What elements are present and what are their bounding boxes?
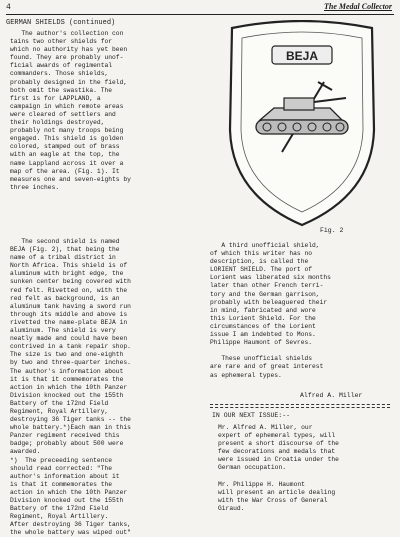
text-line: contrived in a tank repair shop. [10,343,131,351]
next-issue-heading: IN OUR NEXT ISSUE:-- [212,412,291,419]
text-line: both omit the swastika. The [10,86,113,94]
text-line: The author's information about [10,367,124,375]
text-line: Regiment, Royal Artillery. [10,513,109,521]
text-line: few decorations and medals that [218,448,336,456]
text-line: are rare and of great interest [210,363,324,371]
right-column-lorient [210,242,390,380]
left-column-beja [10,238,200,537]
magazine-title: The Medal Collector [324,2,392,11]
text-line: will present an article dealing [218,488,336,496]
text-line: Panzer regiment received this [10,432,120,440]
text-line: through its middle and above is [10,310,128,318]
text-line: neatly made and could have been [10,335,128,343]
text-line: by two and three-quarter inches. [10,359,131,367]
text-line: expert of ephemeral types, will [218,432,336,440]
text-line: rivetted the name-plate BEJA in [10,318,128,326]
text-line: with an eagle at the top, the [10,151,120,159]
text-line: sunken center being covered with [10,278,131,286]
text-line: destroying 36 Tiger tanks -- the [10,416,131,424]
text-line: should read corrected: "The [10,464,113,472]
text-line: colored, stamped out of brass [10,143,120,151]
text-line: in mind, fabricated and wore [210,306,316,314]
text-line: the whole battery was wiped out" [10,529,131,537]
text-line: Giraud. [218,504,245,512]
text-line: three inches. [10,183,60,191]
text-line: description, is called the [210,258,309,266]
text-line: aluminum. The shield is very [10,327,116,335]
text-line: engaged. This shield is golden [10,135,124,143]
text-line: action in which the 10th Panzer [10,383,128,391]
divider-bottom [210,407,390,408]
text-line: tory and the German garrison, [210,290,320,298]
text-line: found. They are probably unof- [10,54,124,62]
text-line: The size is two and one-eighth [10,351,124,359]
text-line: Philippe Haumont of Sevres. [210,339,313,347]
beja-shield-figure [212,20,392,232]
page-number: 4 [6,3,11,12]
text-line: badge; probably about 500 were [10,440,124,448]
text-line: German occupation. [218,464,287,472]
text-line: with the War Cross of General [218,496,328,504]
text-line: as ephemeral types. [210,371,282,379]
text-line: Mr. Alfred A. Miller, our [218,424,313,431]
text-line: LORIENT SHIELD. The port of [210,266,313,274]
text-line: ficial awards of regimental [10,62,113,70]
text-line: this Lorient Shield. For the [210,314,316,322]
text-line: A third unofficial shield, [210,242,320,249]
text-line: circumstances of the Lorient [210,322,316,330]
text-line: which no authority has yet been [10,46,128,54]
divider-top [210,404,390,405]
text-line: After destroying 36 Tiger tanks, [10,521,131,529]
text-line: were cleared of settlers and [10,110,116,118]
figure-caption: Fig. 2 [320,227,344,234]
text-line: present a short discourse of the [218,440,339,448]
text-line: Mr. Philippe H. Haumont [218,480,305,488]
text-line: author's information about it [10,472,120,480]
text-line: Battery of the 172nd Field [10,505,109,513]
author-signature: Alfred A. Miller [300,392,363,399]
text-line: Battery of the 172nd Field [10,399,109,407]
text-line: red felt. Rivetted on, with the [10,286,128,294]
text-line: issue I am indebted to Mons. [210,331,316,339]
left-column-intro [10,30,200,192]
text-line: probably not many troops being [10,127,124,135]
text-line: tains two other shields for [10,38,113,46]
text-line: probably with beleaguered their [210,298,328,306]
text-line: whole battery.*)Each man in this [10,424,131,432]
text-line [210,347,390,355]
name-plate-text: BEJA [285,49,319,63]
text-line [218,473,394,481]
text-line: name Lappland across it over a [10,159,124,167]
text-line: their holdings destroyed, [10,119,105,127]
text-line: is that it commemorates the [10,480,113,488]
text-line: later than other French terri- [210,282,324,290]
text-line: red felt as background, is an [10,294,120,302]
text-line: action in which the 10th Panzer [10,488,128,496]
text-line: *) The preceeding sentence [10,456,113,464]
text-line: it is that it commemorates the [10,375,124,383]
text-line: Division knocked out the 155th [10,391,124,399]
text-line: The author's collection con [10,30,124,37]
text-line: measures one and seven-eights by [10,175,131,183]
text-line: commanders. Those shields, [10,70,109,78]
text-line: Regiment, Royal Artillery, [10,407,109,415]
text-line: name of a tribal district in [10,254,116,262]
text-line: The second shield is named [10,238,120,245]
text-line: BEJA (Fig. 2), that being the [10,246,120,254]
header-rule [6,14,394,15]
text-line: awarded. [10,448,41,456]
text-line: were issued in Croatia under the [218,456,339,464]
next-issue-text [218,424,394,513]
text-line: campaign in which remote areas [10,102,124,110]
text-line: North Africa. This shield is of [10,262,128,270]
text-line: Division knocked out the 155th [10,497,124,504]
section-title: GERMAN SHIELDS (continued) [6,19,116,27]
text-line: of which this writer has no [210,250,313,258]
text-line: aluminum with bright edge, the [10,270,124,278]
text-line: These unofficial shields [210,355,313,363]
text-line: first is for LAPPLAND, a [10,94,101,102]
text-line: map of the area. (Fig. 1). It [10,167,120,175]
text-line: Lorient was liberated six months [210,274,331,282]
text-line: aluminum tank having a sword run [10,302,131,310]
text-line: probably designed in the field, [10,78,128,86]
